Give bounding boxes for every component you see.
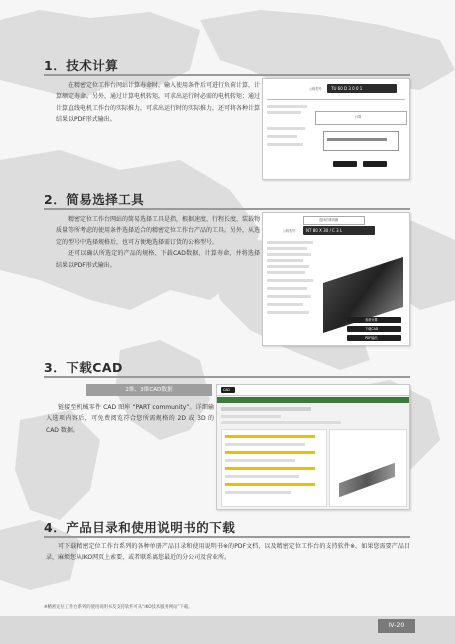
calculation-screenshot	[262, 78, 410, 180]
section-divider	[44, 208, 410, 210]
paragraph: 可下载精密定位工作台系列的各种单册产品目录和使用说明书※的PDF文档，以及精密定位工作台的支持软件※。如果您需要产品目录，麻烦您从IKO网页上索要，或者联系离您最近的分公司及营业所。	[46, 543, 410, 562]
selection-tool-screenshot	[262, 212, 410, 346]
section-divider	[44, 536, 410, 538]
cad-logo-text: CAD	[223, 388, 230, 392]
calc-button	[333, 161, 357, 167]
section-divider	[44, 74, 410, 76]
model-value: NT 80 X 30 / C 3 L	[306, 227, 343, 233]
page-number: Ⅳ-20	[378, 619, 415, 633]
paragraph: 链接至机械零件 CAD 图库 “PART community”。详细输入选项内容后，可免费阅览符合您所需规格的 2D 或 3D 的 CAD 数据。	[46, 404, 214, 434]
cad-download-label: 下载CAD	[365, 327, 379, 331]
section-title-simple-selection: 2．简易选择工具	[44, 192, 145, 207]
footnote: ※精密定位工作台系列的使用说明书及支持软件可从“IKO技术服务网站”下载。	[44, 605, 193, 610]
section-title-catalog-download: 4．产品目录和使用说明书的下载	[44, 520, 236, 535]
cad-screenshot	[216, 384, 410, 510]
model-label: 公称型号	[283, 229, 296, 233]
section-title-technical-calculation: 1．技术计算	[44, 58, 119, 73]
section-title-cad-download: 3．下载CAD	[44, 360, 123, 375]
section-4-text	[46, 541, 410, 564]
selection-header: 选择的事项确	[319, 217, 339, 222]
cad-data-banner: 2维、3维CAD数据	[86, 384, 212, 396]
pdf-output-label: PDF输出	[365, 336, 378, 340]
paragraph: 还可以确认所选定的产品的规格、下载CAD数据、计算寿命，并将选择结果以PDF形式输出。	[56, 250, 260, 269]
section-3-text	[46, 402, 214, 436]
pdf-button	[363, 161, 387, 167]
section-2-text	[56, 214, 260, 271]
paragraph: 在精密定位工作台网站计算寿命时，输入使用条件后可进行负荷计算，计算额定寿命。另外，通过计算电机转矩，可求出运行时必需的电机转矩；通过计算直线电机工作台的实际推力，可求出运行时的实际推力，还可将各种计算结果以PDF形式输出。	[56, 82, 261, 124]
section-1-text	[56, 80, 260, 126]
model-label: 公称型号	[309, 87, 322, 91]
section-divider	[44, 376, 410, 378]
life-calc-label: 寿命计算	[365, 318, 378, 322]
model-value: TU 60 D 3 0 0 1	[331, 85, 363, 91]
stage-diagram	[323, 131, 399, 151]
calc-tab-label: 计算	[355, 115, 362, 119]
paragraph: 精密定位工作台网站的简易选择工具是指，根据速度、行程长度、装载物质量等所考虑的使用条件选择适合的精密定位工作台产品的工具。另外，从选定的型号中选择规格后，也可方便地选择需订货的公称型号。	[56, 216, 261, 246]
